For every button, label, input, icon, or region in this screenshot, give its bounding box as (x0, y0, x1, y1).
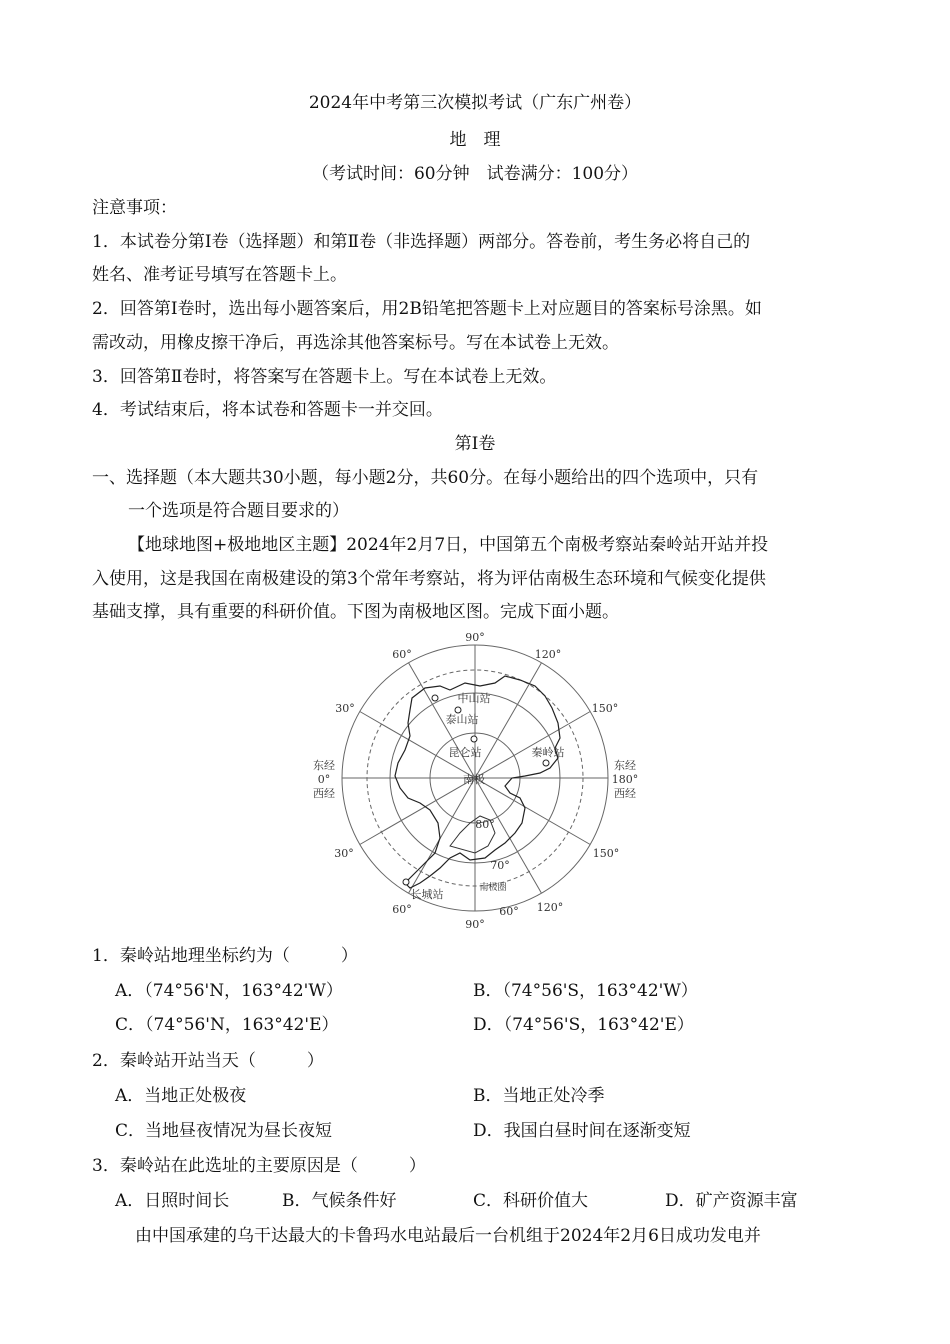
notice-item: 2．回答第Ⅰ卷时，选出每小题答案后，用2B铅笔把答题卡上对应题目的答案标号涂黑。如 (92, 299, 762, 319)
section-instruction-cont: 一个选项是符合题目要求的） (128, 501, 349, 521)
west-label: 东经 (614, 759, 636, 772)
east-label: 0° (317, 773, 331, 786)
passage-line: 入使用，这是我国在南极建设的第3个常年考察站，将为评估南极生态环境和气候变化提供 (92, 569, 766, 589)
lon-label: 30° (335, 702, 355, 715)
lon-label: 60° (499, 905, 519, 918)
notice-item: 姓名、准考证号填写在答题卡上。 (92, 265, 347, 285)
lon-label: 60° (392, 648, 412, 661)
option-a[interactable]: A．当地正处极夜 (115, 1086, 247, 1106)
passage-line: 【地球地图+极地地区主题】2024年2月7日，中国第五个南极考察站秦岭站开站并投 (128, 535, 769, 555)
west-label: 西经 (614, 787, 636, 800)
option-b[interactable]: B．气候条件好 (282, 1191, 397, 1211)
exam-title: 2024年中考第三次模拟考试（广东广州卷） (308, 93, 642, 113)
station-marker (543, 760, 549, 766)
lon-label: 90° (465, 631, 485, 644)
option-c[interactable]: C．当地昼夜情况为昼长夜短 (115, 1121, 333, 1141)
section-title: 第Ⅰ卷 (454, 434, 496, 454)
station-label: 中山站 (457, 692, 491, 705)
station-marker (455, 707, 461, 713)
question-stem: 2．秦岭站开站当天（ ） (92, 1051, 324, 1071)
subject-title: 地 理 (449, 130, 501, 150)
option-a[interactable]: A．日照时间长 (115, 1191, 230, 1211)
notice-item: 1．本试卷分第Ⅰ卷（选择题）和第Ⅱ卷（非选择题）两部分。答卷前，考生务必将自己的 (92, 232, 751, 252)
circle-label: 南极圈 (479, 883, 507, 893)
option-c[interactable]: C．（74°56'N，163°42'E） (115, 1015, 339, 1035)
notice-item: 4．考试结束后，将本试卷和答题卡一并交回。 (92, 400, 443, 420)
west-label: 180° (611, 773, 639, 786)
notice-item: 需改动，用橡皮擦干净后，再选涂其他答案标号。写在本试卷上无效。 (92, 333, 619, 353)
passage-line: 基础支撑，具有重要的科研价值。下图为南极地区图。完成下面小题。 (92, 602, 619, 622)
question-stem: 3．秦岭站在此选址的主要原因是（ ） (92, 1156, 426, 1176)
station-marker (403, 879, 409, 885)
option-c[interactable]: C．科研价值大 (473, 1191, 589, 1211)
lat-label: 70° (490, 859, 510, 872)
option-a[interactable]: A．（74°56'N，163°42'W） (115, 981, 343, 1001)
question-stem: 1．秦岭站地理坐标约为（ ） (92, 946, 358, 966)
station-marker (471, 736, 477, 742)
option-d[interactable]: D．（74°56'S，163°42'E） (473, 1015, 694, 1035)
lon-label: 30° (334, 847, 354, 860)
lon-label: 60° (392, 903, 412, 916)
lon-label: 150° (592, 847, 620, 860)
station-label: 泰山站 (445, 713, 479, 726)
station-label: 秦岭站 (531, 746, 565, 759)
option-b[interactable]: B．当地正处冷季 (473, 1086, 605, 1106)
option-b[interactable]: B．（74°56'S，163°42'W） (473, 981, 698, 1001)
antarctic-map (300, 628, 650, 933)
next-passage: 由中国承建的乌干达最大的卡鲁玛水电站最后一台机组于2024年2月6日成功发电并 (135, 1226, 761, 1246)
lon-label: 90° (465, 918, 485, 931)
exam-info: （考试时间：60分钟 试卷满分：100分） (311, 164, 639, 184)
lat-label: 80° (475, 818, 495, 831)
option-d[interactable]: D．我国白昼时间在逐渐变短 (473, 1121, 691, 1141)
east-label: 西经 (313, 787, 335, 800)
notice-heading: 注意事项： (92, 198, 177, 218)
pole-label: 南极 (463, 773, 485, 786)
east-label: 东经 (313, 759, 335, 772)
notice-item: 3．回答第Ⅱ卷时，将答案写在答题卡上。写在本试卷上无效。 (92, 367, 557, 387)
station-label: 长城站 (410, 888, 444, 901)
lon-label: 120° (534, 648, 562, 661)
station-label: 昆仑站 (448, 746, 482, 759)
lon-label: 150° (591, 702, 619, 715)
station-marker (432, 695, 438, 701)
lon-label: 120° (536, 901, 564, 914)
section-instruction: 一、选择题（本大题共30小题，每小题2分，共60分。在每小题给出的四个选项中，只有 (92, 468, 759, 488)
option-d[interactable]: D．矿产资源丰富 (665, 1191, 798, 1211)
